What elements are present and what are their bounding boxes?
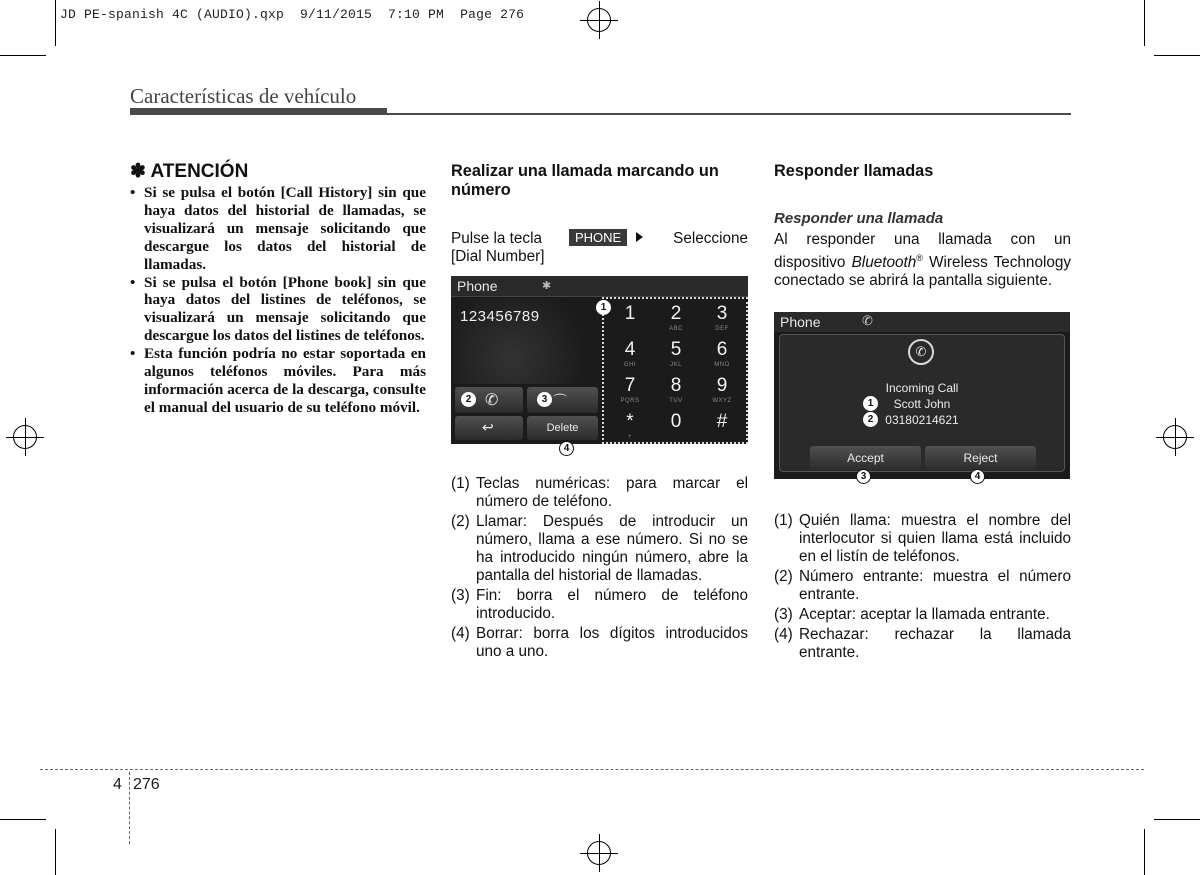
key-digit: 4 [624, 339, 636, 360]
registration-mark [13, 425, 37, 449]
item-number: (1) [774, 512, 793, 529]
registered-mark: ® [916, 253, 923, 263]
footer-rule [40, 769, 1144, 770]
list-item [774, 568, 1071, 604]
dial-intro [451, 229, 748, 266]
key-digit: # [716, 411, 728, 432]
crop-mark [55, 0, 56, 46]
phone-ring-icon: ✆ [908, 339, 934, 365]
attention-item: • Si se pulsa el botón [Call History] sin que haya datos del historial de llamadas, se visualizará un mensaje solicitando que descargue los datos del historial de llamadas. [130, 184, 426, 274]
item-text: Quién llama: muestra el nombre del interlocutor si quien llama está incluido en el listín de teléfonos. [799, 512, 1071, 565]
end-call-icon: ⌒ [553, 393, 567, 409]
attention-item: • Esta función podría no estar soportada en algunos teléfonos móviles. Para más información acerca de la descarga, consulte el manual del usuario de su teléfono móvil. [130, 345, 426, 417]
key-star[interactable] [608, 410, 652, 442]
attention-label: ATENCIÓN [150, 161, 249, 182]
key-digit: * [626, 411, 634, 432]
item-number: (2) [451, 513, 470, 530]
key-letters: MNO [714, 362, 730, 368]
key-digit: 0 [670, 411, 682, 432]
phone-key-label: PHONE [569, 229, 627, 246]
dial-legend-list [451, 475, 748, 663]
crop-mark [55, 829, 56, 875]
back-button[interactable] [455, 416, 523, 440]
callout-4: 4 [970, 469, 985, 484]
print-header: JD PE-spanish 4C (AUDIO).qxp 9/11/2015 7:10 PM Page 276 [60, 7, 525, 22]
answer-subheading: Responder una llamada [774, 210, 944, 227]
incoming-call-screen [774, 312, 1070, 479]
page-number: 276 [133, 776, 160, 793]
incoming-call-label: Incoming Call [885, 381, 959, 395]
item-number: (3) [774, 606, 793, 623]
item-number: (4) [774, 626, 793, 643]
item-text: Rechazar: rechazar la llamada entrante. [799, 626, 1071, 661]
item-text: Aceptar: aceptar la llamada entrante. [799, 606, 1050, 623]
key-letters: TUV [669, 398, 683, 404]
key-digit: 3 [716, 303, 728, 324]
key-digit: 6 [716, 339, 728, 360]
key-0[interactable] [654, 410, 698, 442]
dial-screen [451, 276, 748, 444]
key-letters: GHI [623, 362, 637, 368]
callout-2: 2 [461, 392, 476, 407]
delete-button[interactable]: Delete [527, 416, 598, 440]
key-letters: JKL [670, 362, 682, 368]
answer-intro [774, 231, 1071, 290]
attention-list [130, 184, 426, 417]
list-item [451, 587, 748, 623]
dial-intro-after: Seleccione [673, 229, 748, 247]
incoming-call-panel [779, 334, 1065, 472]
reject-button[interactable]: Reject [925, 446, 1036, 470]
key-digit: 2 [670, 303, 682, 324]
callout-3: 3 [856, 469, 871, 484]
key-letters: PQRS [620, 398, 640, 404]
item-text: Borrar: borra los dígitos introducidos uno a uno. [476, 625, 748, 660]
number-keypad [602, 297, 748, 444]
answer-heading: Responder llamadas [774, 162, 934, 180]
key-digit: 5 [670, 339, 682, 360]
dial-heading: Realizar una llamada marcando un número [451, 162, 719, 199]
list-item [451, 625, 748, 661]
back-icon: ↩ [482, 419, 494, 435]
registration-mark [587, 8, 611, 32]
incoming-screen-title: Phone [780, 314, 821, 330]
list-item [451, 475, 748, 511]
accept-button[interactable]: Accept [810, 446, 921, 470]
item-number: (3) [451, 587, 470, 604]
callout-2: 2 [863, 412, 878, 427]
crop-mark [1144, 0, 1145, 46]
header-rule-thin [387, 113, 1071, 115]
call-icon: ✆ [485, 392, 499, 409]
dial-intro-before: Pulse la tecla [451, 229, 542, 247]
item-number: (4) [451, 625, 470, 642]
key-letters: WXYZ [712, 398, 732, 404]
chapter-number: 4 [113, 776, 122, 793]
item-text: Llamar: Después de introducir un número, llama a ese número. Si no se ha introducido ningún número, abre la pantalla del historial de llamadas. [476, 513, 748, 584]
registration-mark [587, 841, 611, 865]
dialed-number: 123456789 [460, 308, 540, 325]
attention-symbol: ✽ [130, 161, 146, 182]
arrow-right-icon [636, 232, 643, 242]
caller-name: Scott John [893, 397, 951, 411]
crop-mark [1154, 819, 1200, 820]
crop-mark [0, 55, 46, 56]
crop-mark [0, 819, 46, 820]
crop-mark [1154, 55, 1200, 56]
callout-3: 3 [537, 392, 552, 407]
callout-4: 4 [559, 441, 574, 456]
key-hash[interactable] [700, 410, 744, 442]
bluetooth-icon: ✱ [542, 280, 552, 292]
attention-title [130, 160, 248, 183]
list-item [774, 606, 1071, 624]
key-digit: 1 [624, 303, 636, 324]
footer-divider [129, 772, 130, 844]
dial-screen-title: Phone [457, 278, 498, 294]
crop-mark [1144, 829, 1145, 875]
item-text: Número entrante: muestra el número entrante. [799, 568, 1071, 603]
list-item [451, 513, 748, 585]
bluetooth-term: Bluetooth [851, 254, 917, 272]
caller-number: 03180214621 [885, 413, 959, 427]
dial-intro-line2: [Dial Number] [451, 248, 545, 265]
header-rule-thick [130, 108, 387, 115]
item-number: (2) [774, 568, 793, 585]
item-text: Teclas numéricas: para marcar el número de teléfono. [476, 475, 748, 510]
key-letters: ABC [669, 326, 683, 332]
intro-text: Wireless Technology conectado se abrirá la pantalla siguiente. [774, 254, 1072, 290]
key-letters: + [627, 434, 632, 440]
key-digit: 9 [716, 375, 728, 396]
answer-legend-list [774, 512, 1071, 664]
callout-1: 1 [596, 300, 611, 315]
registration-mark [1163, 425, 1187, 449]
phone-handset-icon: ✆ [862, 313, 873, 328]
section-title: Características de vehículo [130, 84, 357, 108]
intro-text: Al responder una llamada con un dispositivo [774, 231, 1071, 272]
list-item [774, 626, 1071, 662]
attention-item: • Si se pulsa el botón [Phone book] sin que haya datos del listines de teléfonos, se visualizará un mensaje solicitando que descargue los datos del listines de teléfonos. [130, 274, 426, 346]
key-digit: 8 [670, 375, 682, 396]
callout-1: 1 [863, 396, 878, 411]
key-letters: DEF [715, 326, 729, 332]
list-item [774, 512, 1071, 566]
item-text: Fin: borra el número de teléfono introducido. [476, 587, 748, 622]
key-digit: 7 [624, 375, 636, 396]
item-number: (1) [451, 475, 470, 492]
